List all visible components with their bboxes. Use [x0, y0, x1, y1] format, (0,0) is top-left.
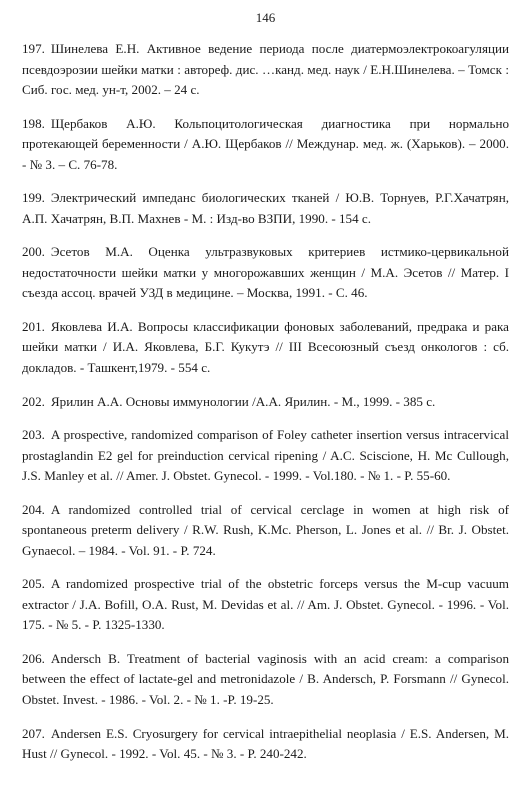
reference-item [22, 39, 509, 101]
reference-item [22, 425, 509, 487]
reference-text: Шинелева Е.Н. Активное ведение периода после диатермоэлектрокоагуляции псевдоэрозии шейки матки : автореф. дис. …канд. мед. наук / Е.Н.Шинелева. – Томск : Сиб. гос. мед. ун-т, 2002. – 24 с. [22, 41, 509, 98]
reference-text: Andersch B. Treatment of bacterial vaginosis with an acid cream: a comparison between the effect of lactate-gel and metronidazole / B. Andersch, P. Forsmann // Gynecol. Obstet. Invest. - 1986. - Vol. 2. - № 1. -P. 19-25. [22, 650, 509, 707]
reference-number: 205. [22, 576, 45, 592]
reference-item [22, 574, 509, 636]
reference-text: A randomized prospective trial of the obstetric forceps versus the M-cup vacuum extractor / J.A. Bofill, O.A. Rust, M. Devidas et al. // Am. J. Obstet. Gynecol. - 1996. - Vol. 175. - № 5. - P. 1325-1330. [22, 576, 509, 633]
reference-text: Щербаков А.Ю. Кольпоцитологическая диагностика при нормально протекающей беременности / А.Ю. Щербаков // Междунар. мед. ж. (Харьков). – 2000. - № 3. – С. 76-78. [22, 115, 509, 172]
reference-text: A prospective, randomized comparison of Foley catheter insertion versus intracervical prostaglandin E2 gel for preinduction cervical ripening / A.C. Sciscione, H. Mc Cullough, J.S. Manley et al. // Amer. J. Obstet. Gynecol. - 1999. - Vol.180. - № 1. - P. 55-60. [22, 427, 509, 484]
reference-number: 204. [22, 501, 45, 517]
reference-item [22, 724, 509, 765]
reference-number: 202. [22, 393, 45, 409]
page-number: 146 [255, 10, 276, 25]
reference-text: Электрический импеданс биологических тканей / Ю.В. Торнуев, Р.Г.Хачатрян, А.П. Хачатрян, В.П. Махнев - М. : Изд-во ВЗПИ, 1990. - 154 с. [22, 190, 509, 226]
reference-item [22, 649, 509, 711]
reference-item [22, 392, 509, 413]
reference-item [22, 500, 509, 562]
reference-number: 197. [22, 41, 45, 57]
reference-item [22, 242, 509, 304]
reference-text: Эсетов М.А. Оценка ультразвуковых критериев истмико-цервикальной недостаточности шейки матки у многорожавших женщин / М.А. Эсетов // Матер. I съезда ассоц. врачей УЗД в медицине. – Москва, 1991. - С. 46. [22, 244, 509, 301]
reference-text: Ярилин А.А. Основы иммунологии /А.А. Ярилин. - М., 1999. - 385 с. [50, 393, 436, 409]
reference-item [22, 114, 509, 176]
reference-item [22, 188, 509, 229]
reference-list [22, 39, 509, 764]
reference-number: 199. [22, 190, 45, 206]
reference-item [22, 317, 509, 379]
reference-number: 198. [22, 115, 45, 131]
reference-number: 207. [22, 725, 45, 741]
reference-text: A randomized controlled trial of cervical cerclage in women at high risk of spontaneous preterm delivery / R.W. Rush, K.Mc. Pherson, L. Jones et al. // Br. J. Obstet. Gynaecol. – 1984. - Vol. 91. - P. 724. [22, 501, 509, 558]
reference-number: 203. [22, 427, 45, 443]
reference-number: 201. [22, 318, 45, 334]
reference-number: 200. [22, 244, 45, 260]
reference-text: Andersen E.S. Cryosurgery for cervical intraepithelial neoplasia / E.S. Andersen, M. Hust // Gynecol. - 1992. - Vol. 45. - № 3. - P. 240-242. [22, 725, 509, 762]
reference-text: Яковлева И.А. Вопросы классификации фоновых заболеваний, предрака и рака шейки матки / И.А. Яковлева, Б.Г. Кукутэ // III Всесоюзный съезд онкологов : сб. докладов. - Ташкент,1979. - 554 с. [22, 318, 509, 375]
reference-number: 206. [22, 650, 45, 666]
